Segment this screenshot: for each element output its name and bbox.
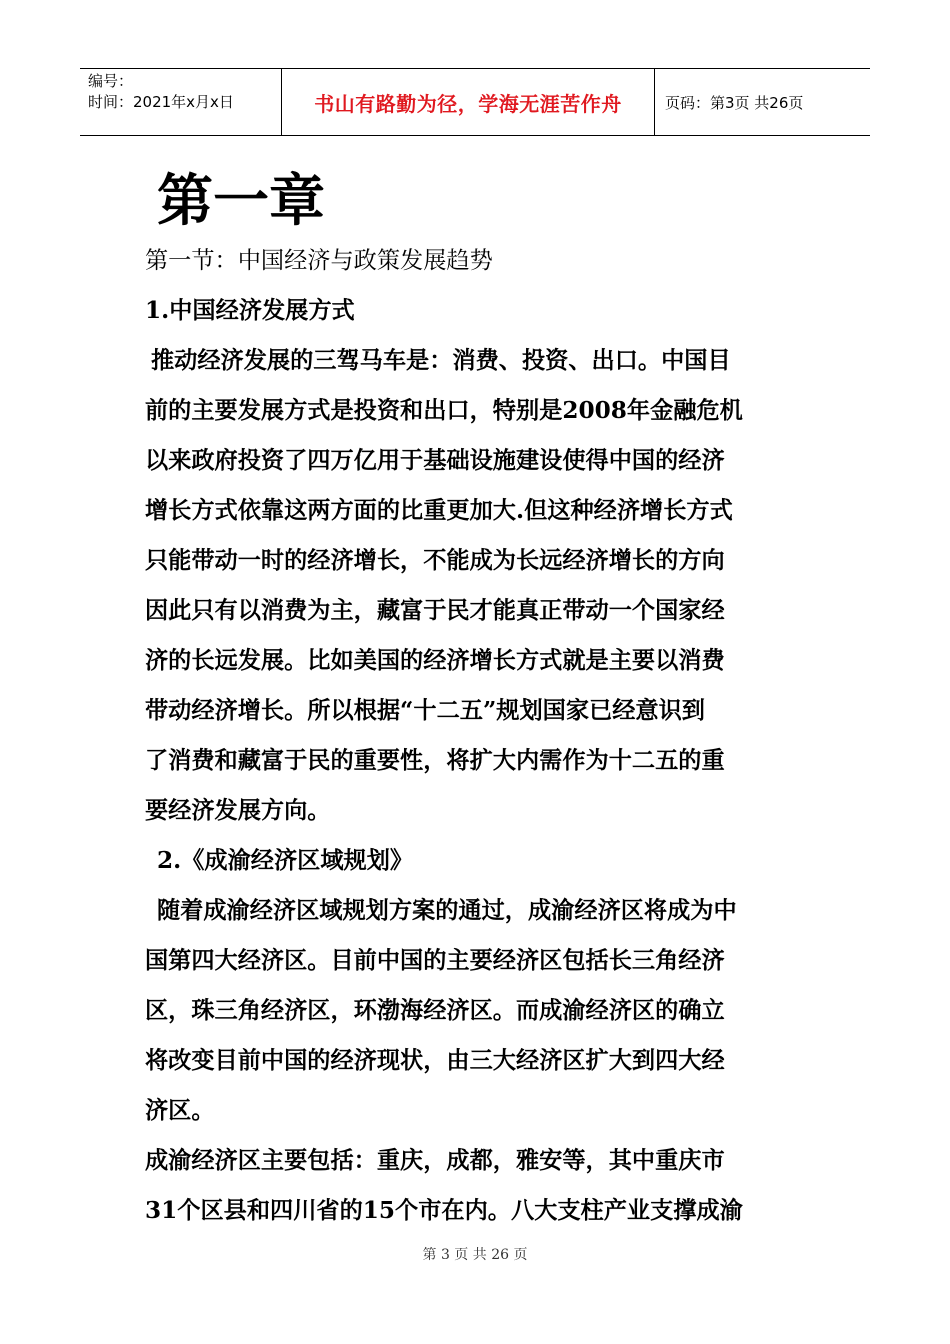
document-time-label: 时间：2021年x月x日 [88, 93, 234, 111]
paragraph-1 [145, 336, 807, 836]
paragraph-line: 前的主要发展方式是投资和出口，特别是2008年金融危机 [145, 397, 743, 424]
paragraph-line: 成渝经济区主要包括：重庆，成都，雅安等，其中重庆市 [145, 1147, 725, 1174]
paragraph-line: 区，珠三角经济区，环渤海经济区。而成渝经济区的确立 [145, 997, 725, 1024]
paragraph-2 [145, 886, 807, 1136]
paragraph-line: 随着成渝经济区域规划方案的通过，成渝经济区将成为中 [157, 897, 737, 924]
paragraph-line: 增长方式依靠这两方面的比重更加大.但这种经济增长方式 [145, 497, 733, 524]
paragraph-line: 只能带动一时的经济增长，不能成为长远经济增长的方向 [145, 547, 725, 574]
document-body [145, 236, 807, 1236]
paragraph-line: 济区。 [145, 1097, 215, 1124]
paragraph-line: 要经济发展方向。 [145, 797, 331, 824]
subsection-title-1: 1.中国经济发展方式 [145, 297, 355, 324]
document-number-label: 编号： [88, 72, 134, 90]
paragraph-line: 国第四大经济区。目前中国的主要经济区包括长三角经济 [145, 947, 725, 974]
header-page-info: 页码：第3页 共26页 [665, 93, 804, 112]
paragraph-3 [145, 1136, 807, 1236]
header-motto: 书山有路勤为径，学海无涯苦作舟 [282, 69, 655, 135]
header-meta-cell [80, 69, 282, 135]
subsection-title-2: 2.《成渝经济区域规划》 [157, 847, 414, 874]
paragraph-line: 31个区县和四川省的15个市在内。八大支柱产业支撑成渝 [145, 1197, 743, 1224]
paragraph-line: 推动经济发展的三驾马车是：消费、投资、出口。中国目 [151, 347, 731, 374]
paragraph-line: 了消费和藏富于民的重要性，将扩大内需作为十二五的重 [145, 747, 725, 774]
section-title: 第一节：中国经济与政策发展趋势 [145, 247, 493, 274]
paragraph-line: 济的长远发展。比如美国的经济增长方式就是主要以消费 [145, 647, 725, 674]
page-footer: 第 3 页 共 26 页 [422, 1247, 528, 1263]
paragraph-line: 带动经济增长。所以根据“十二五”规划国家已经意识到 [145, 697, 705, 724]
paragraph-line: 将改变目前中国的经济现状，由三大经济区扩大到四大经 [145, 1047, 725, 1074]
chapter-title: 第一章 [157, 169, 325, 234]
paragraph-line: 因此只有以消费为主，藏富于民才能真正带动一个国家经 [145, 597, 725, 624]
page-header [80, 68, 870, 136]
paragraph-line: 以来政府投资了四万亿用于基础设施建设使得中国的经济 [145, 447, 725, 474]
